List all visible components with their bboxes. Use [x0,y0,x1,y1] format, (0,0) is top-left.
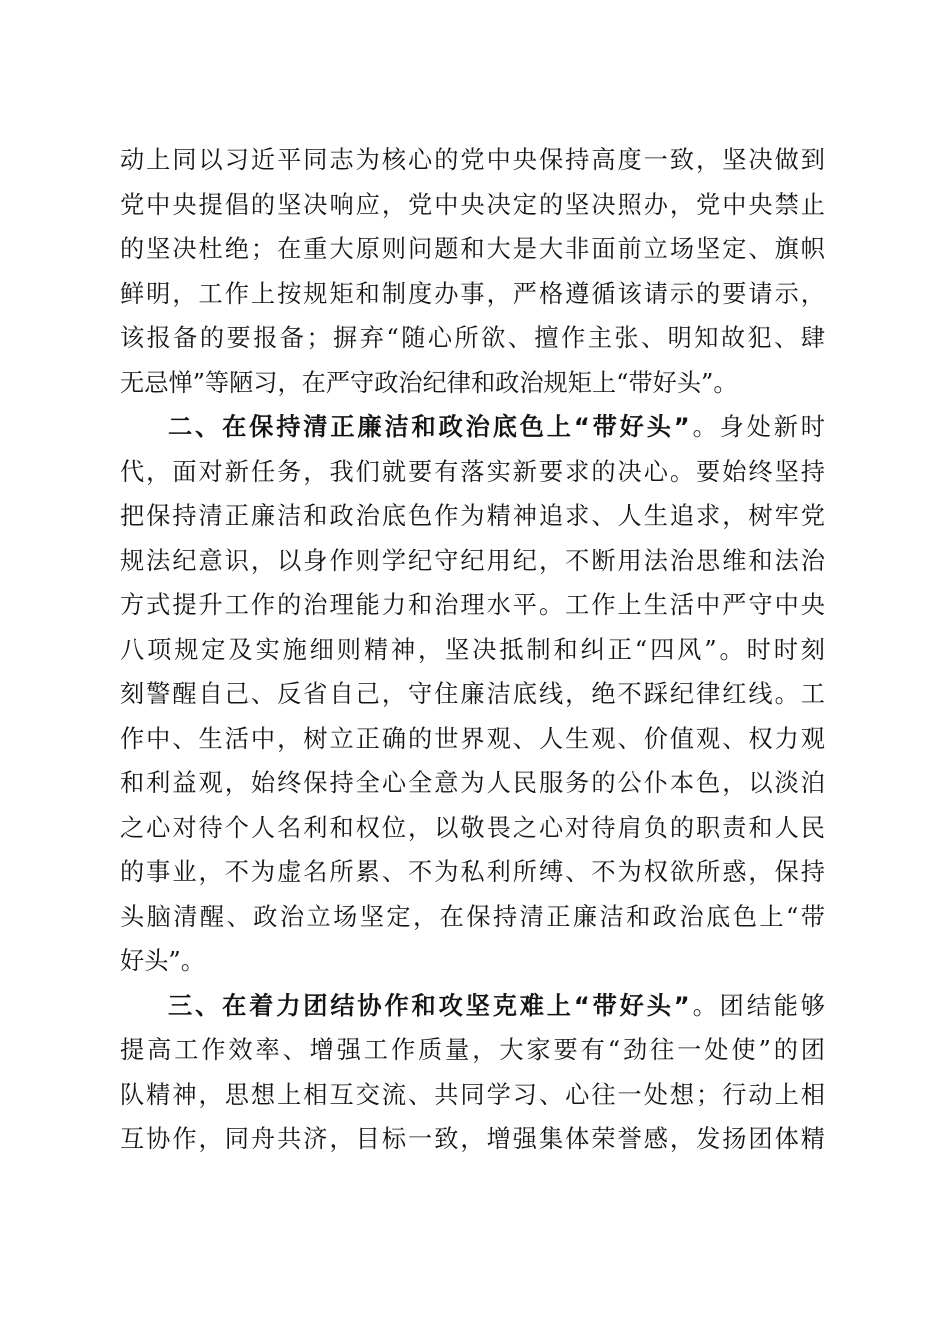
text-line: 之心对待个人名利和权位，以敬畏之心对待肩负的职责和人民 [120,813,825,842]
text-line: 和利益观，始终保持全心全意为人民服务的公仆本色，以淡泊 [120,769,825,797]
text-line: 规法纪意识，以身作则学纪守纪用纪，不断用法治思维和法治 [120,546,825,575]
text-line: 无忌惮”等陋习，在严守政治纪律和政治规矩上“带好头”。 [120,368,738,397]
paragraph-first-line [120,405,825,450]
text-line: 鲜明，工作上按规矩和制度办事，严格遵循该请示的要请示， [120,279,825,308]
text-line: 代，面对新任务，我们就要有落实新要求的决心。要始终坚持 [120,457,825,486]
text-line: 刻警醒自己、反省自己，守住廉洁底线，绝不踩纪律红线。工 [120,680,825,708]
section-heading: 三、在着力团结协作和攻坚克难上“带好头” [168,991,690,1020]
document-body [120,138,825,1162]
paragraph-first-line [120,984,825,1029]
text-line: 党中央提倡的坚决响应，党中央决定的坚决照办，党中央禁止 [120,190,825,219]
text-line: 队精神，思想上相互交流、共同学习、心往一处想；行动上相 [120,1080,825,1109]
text-line: 互协作，同舟共济，目标一致，增强集体荣誉感，发扬团体精 [120,1125,825,1153]
text-line: 方式提升工作的治理能力和治理水平。工作上生活中严守中央 [120,591,825,619]
section-heading: 二、在保持清正廉洁和政治底色上“带好头” [168,413,690,441]
text-line: 的坚决杜绝；在重大原则问题和大是大非面前立场坚定、旗帜 [120,235,825,263]
text-line: 头脑清醒、政治立场坚定，在保持清正廉洁和政治底色上“带 [120,902,825,931]
text-line: 的事业，不为虚名所累、不为私利所缚、不为权欲所惑，保持 [120,858,825,886]
text-line: 动上同以习近平同志为核心的党中央保持高度一致，坚决做到 [120,146,825,174]
text-line: 把保持清正廉洁和政治底色作为精神追求、人生追求，树牢党 [120,502,825,530]
text-line: 好头”。 [120,947,205,975]
text-line: 作中、生活中，树立正确的世界观、人生观、价值观、权力观 [120,724,825,753]
heading-line-rest: 。团结能够 [689,991,825,1020]
heading-line-rest: 。身处新时 [689,413,825,441]
text-line: 八项规定及实施细则精神，坚决抵制和纠正“四风”。时时刻 [120,635,825,664]
text-line: 提高工作效率、增强工作质量，大家要有“劲往一处使”的团 [120,1036,825,1064]
text-line: 该报备的要报备；摒弃“随心所欲、擅作主张、明知故犯、肆 [120,324,825,352]
